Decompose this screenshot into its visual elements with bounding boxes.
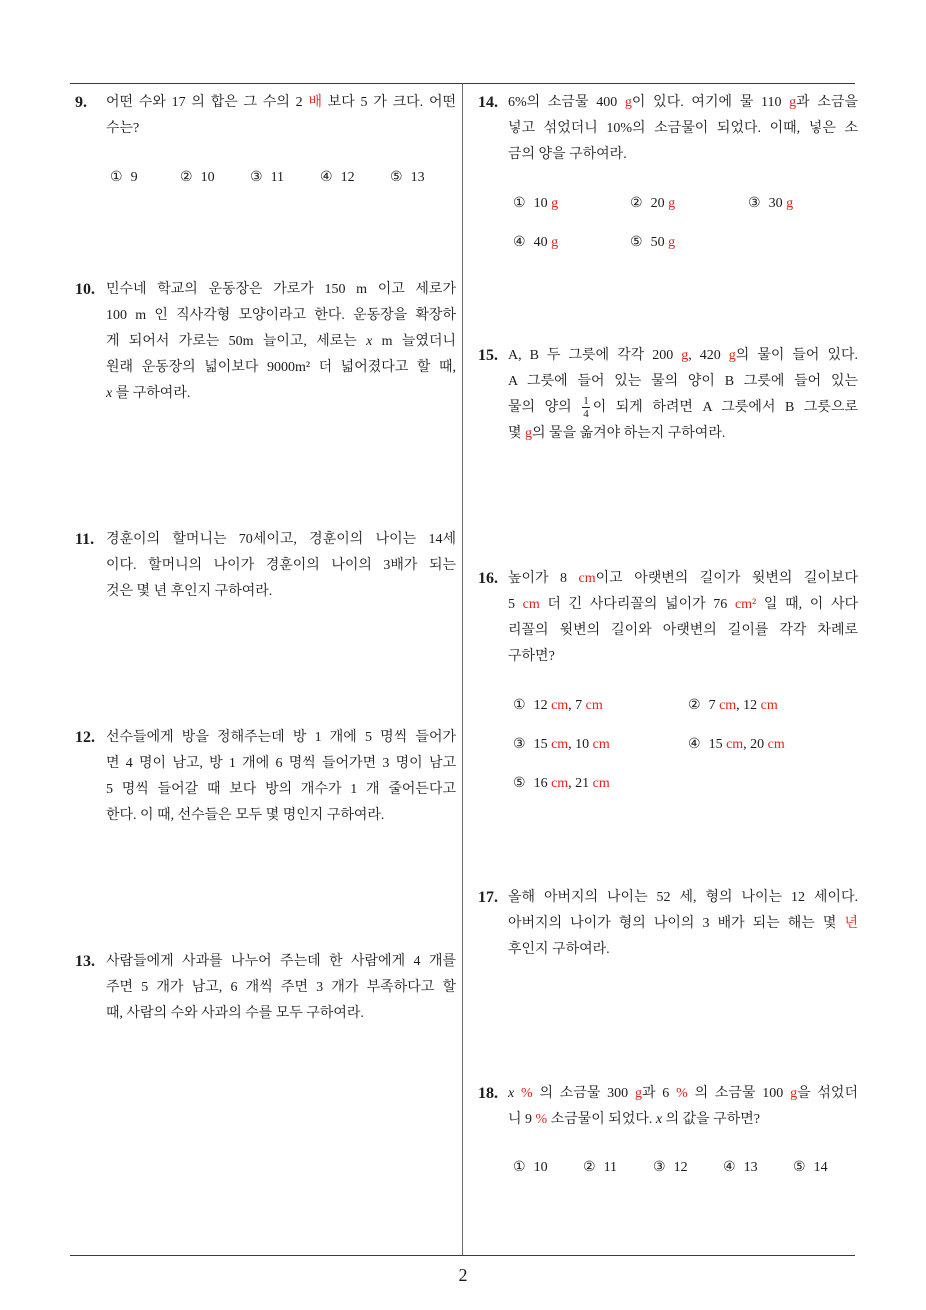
choice-marker: ④ — [320, 170, 333, 185]
text-segment: 100 m 인 직사각형 모양이라고 한다. 운동장을 확장하 — [106, 308, 456, 323]
fraction-denominator: 4 — [583, 408, 589, 421]
text-line — [106, 527, 456, 553]
text-segment: 높이가 8 — [508, 571, 579, 586]
text-segment: 어떤 수와 17 의 합은 그 수의 2 — [106, 95, 309, 110]
unit-segment: g — [789, 95, 797, 110]
choice-value: , 20 — [743, 737, 768, 752]
problem-number: 17. — [478, 889, 498, 906]
text-segment: 의 값을 구하면? — [662, 1112, 760, 1127]
problem-number: 10. — [75, 281, 95, 298]
text-segment: 몇 — [508, 426, 526, 441]
unit-segment: % — [676, 1086, 688, 1101]
choice-value: 7 — [708, 698, 720, 713]
text-segment: 것은 몇 년 후인지 구하여라. — [106, 584, 273, 599]
text-segment: 니 9 — [508, 1112, 536, 1127]
text-line — [508, 369, 858, 395]
choice-option — [180, 165, 215, 191]
choice-unit: g — [551, 235, 559, 250]
problem-16 — [478, 566, 862, 664]
unit-segment: g — [681, 348, 689, 363]
text-segment: 수는? — [106, 121, 140, 136]
text-segment: 구하면? — [508, 649, 555, 664]
choice-option — [723, 1155, 758, 1181]
text-line — [106, 355, 456, 381]
problem-18 — [478, 1081, 862, 1127]
choice-unit: cm — [760, 698, 778, 713]
choice-unit: cm — [551, 776, 569, 791]
text-line — [508, 1107, 858, 1133]
text-segment: 올해 아버지의 나이는 52 세, 형의 나이는 12 세이다. — [508, 890, 858, 905]
choice-marker: ⑤ — [390, 170, 403, 185]
choice-marker: ④ — [513, 235, 526, 250]
choice-option — [653, 1155, 688, 1181]
choice-value: 13 — [410, 170, 425, 185]
choice-option — [513, 191, 558, 217]
choice-unit: cm — [551, 737, 569, 752]
choice-option — [688, 732, 785, 758]
text-segment: 리꼴의 윗변의 길이와 아랫변의 길이를 각각 차례로 — [508, 623, 858, 638]
text-segment: 원래 운동장의 넓이보다 9000m² 더 넓어졌다고 할 때, — [106, 360, 456, 375]
text-segment: 게 되어서 가로는 50m 늘이고, 세로는 — [106, 334, 367, 349]
choice-unit: cm — [551, 698, 569, 713]
text-segment: 한다. 이 때, 선수들은 모두 몇 명인지 구하여라. — [106, 808, 385, 823]
choice-value: 14 — [813, 1160, 828, 1175]
text-line — [106, 303, 456, 329]
text-line — [508, 885, 858, 911]
text-line — [508, 618, 858, 644]
text-segment: 의 소금물 100 — [687, 1086, 791, 1101]
text-segment: 을 섞었더 — [797, 1086, 858, 1101]
choice-marker: ③ — [513, 737, 526, 752]
problem-text — [106, 949, 456, 1027]
page-number: 2 — [458, 1265, 468, 1285]
choice-value: 20 — [650, 196, 669, 211]
problem-number: 15. — [478, 347, 498, 364]
highlight-segment: 배 — [308, 95, 322, 110]
choice-option — [320, 165, 355, 191]
text-line — [106, 116, 456, 142]
text-segment: 선수들에게 방을 정해주는데 방 1 개에 5 명씩 들어가 — [106, 730, 456, 745]
problem-number: 14. — [478, 94, 498, 111]
text-line — [106, 381, 456, 407]
problem-10 — [75, 277, 459, 401]
text-line — [106, 277, 456, 303]
text-line — [508, 911, 858, 937]
highlight-segment: 년 — [844, 916, 858, 931]
problem-number: 12. — [75, 729, 95, 746]
choice-marker: ② — [583, 1160, 596, 1175]
choice-marker: ③ — [653, 1160, 666, 1175]
choice-marker: ② — [180, 170, 193, 185]
text-line — [508, 116, 858, 142]
choice-option — [688, 693, 778, 719]
text-line — [508, 592, 858, 618]
choice-unit: cm — [592, 776, 610, 791]
choice-value: 30 — [768, 196, 787, 211]
text-segment: A, B 두 그릇에 각각 200 — [508, 348, 682, 363]
text-line — [508, 343, 858, 369]
problem-text — [508, 343, 858, 447]
choice-marker: ① — [513, 1160, 526, 1175]
unit-segment: g — [634, 1086, 642, 1101]
choice-value: 40 — [533, 235, 552, 250]
problem-9 — [75, 90, 459, 136]
choice-option — [250, 165, 284, 191]
text-line — [106, 329, 456, 355]
unit-segment: % — [535, 1112, 548, 1127]
problem-text — [106, 725, 456, 829]
text-line — [508, 90, 858, 116]
text-line — [508, 1081, 858, 1107]
choice-unit: cm — [726, 737, 744, 752]
text-segment: m 늘였더니 — [372, 334, 456, 349]
choice-option — [513, 771, 610, 797]
text-segment: 더 긴 사다리꼴의 넓이가 76 — [539, 597, 735, 612]
variable-x: x — [106, 386, 113, 401]
choice-value: 12 — [340, 170, 355, 185]
choice-value: 13 — [743, 1160, 758, 1175]
text-line — [106, 803, 456, 829]
text-line — [508, 142, 858, 168]
choice-option — [630, 191, 675, 217]
text-segment: 과 소금을 — [796, 95, 858, 110]
text-line — [106, 1001, 456, 1027]
choice-unit: g — [668, 235, 676, 250]
choice-option — [513, 230, 558, 256]
text-segment: 6%의 소금물 400 — [508, 95, 625, 110]
unit-segment: cm² — [734, 597, 757, 612]
fraction — [582, 395, 590, 420]
choice-marker: ④ — [688, 737, 701, 752]
choice-marker: ③ — [250, 170, 263, 185]
text-line — [106, 777, 456, 803]
unit-segment: cm — [522, 597, 540, 612]
choice-value: 16 — [533, 776, 552, 791]
problem-text — [508, 885, 858, 963]
choice-value: 50 — [650, 235, 669, 250]
text-line — [106, 949, 456, 975]
text-segment: 물의 양의 — [508, 400, 582, 415]
choice-value: 10 — [533, 1160, 548, 1175]
choice-value: 12 — [673, 1160, 688, 1175]
text-line — [508, 421, 858, 447]
text-segment: 아버지의 나이가 형의 나이의 3 배가 되는 해는 몇 — [508, 916, 845, 931]
choice-option — [583, 1155, 617, 1181]
text-line — [508, 644, 858, 670]
text-segment: 의 물이 들어 있다. — [735, 348, 859, 363]
choice-value: , 7 — [568, 698, 586, 713]
choice-marker: ⑤ — [630, 235, 643, 250]
choice-value: 11 — [603, 1160, 618, 1175]
choice-value: , 21 — [568, 776, 593, 791]
unit-segment: g — [624, 95, 632, 110]
text-segment: 의 소금물 300 — [532, 1086, 635, 1101]
text-segment: 때, 사람의 수와 사과의 수를 모두 구하여라. — [106, 1006, 364, 1021]
problem-15 — [478, 343, 862, 441]
choice-value: 11 — [270, 170, 285, 185]
problem-text — [106, 527, 456, 605]
text-segment: 이 있다. 여기에 물 110 — [631, 95, 790, 110]
problem-text — [508, 1081, 858, 1133]
variable-x: x — [655, 1112, 663, 1127]
choice-value: , 10 — [568, 737, 593, 752]
text-segment: 주면 5 개가 남고, 6 개씩 주면 3 개가 부족하다고 할 — [106, 980, 456, 995]
choice-value: 12 — [533, 698, 552, 713]
choice-option — [390, 165, 425, 191]
text-segment: 경훈이의 할머니는 70세이고, 경훈이의 나이는 14세 — [106, 532, 456, 547]
unit-segment: g — [790, 1086, 798, 1101]
text-segment: 면 4 명이 남고, 방 1 개에 6 명씩 들어가면 3 명이 남고 — [106, 756, 456, 771]
choice-value: 10 — [533, 196, 552, 211]
problem-text — [508, 90, 858, 168]
problem-12 — [75, 725, 459, 823]
text-line — [106, 975, 456, 1001]
variable-x: x — [366, 334, 373, 349]
choice-marker: ③ — [748, 196, 761, 211]
choice-unit: g — [668, 196, 676, 211]
problem-number: 13. — [75, 953, 95, 970]
text-line — [508, 937, 858, 963]
text-segment: 이 되게 하려면 A 그릇에서 B 그릇으로 — [592, 400, 858, 415]
choice-value: 15 — [533, 737, 552, 752]
text-segment: 소금물이 되었다. — [547, 1112, 656, 1127]
unit-segment: g — [525, 426, 533, 441]
problem-14 — [478, 90, 862, 162]
problem-number: 11. — [75, 531, 95, 548]
problem-17 — [478, 885, 862, 957]
choice-unit: g — [551, 196, 559, 211]
text-segment: 5 명씩 들어갈 때 보다 방의 개수가 1 개 줄어든다고 — [106, 782, 456, 797]
text-line — [106, 751, 456, 777]
choice-marker: ① — [513, 196, 526, 211]
choice-option — [748, 191, 793, 217]
text-segment: 를 구하여라. — [112, 386, 191, 401]
choice-marker: ① — [110, 170, 123, 185]
problem-text — [508, 566, 858, 670]
choice-marker: ⑤ — [793, 1160, 806, 1175]
text-segment: 과 6 — [641, 1086, 677, 1101]
column-divider — [462, 83, 463, 1255]
text-segment: 일 때, 이 사다 — [756, 597, 858, 612]
text-segment: 이고 아랫변의 길이가 윗변의 길이보다 — [595, 571, 858, 586]
choice-option — [110, 165, 138, 191]
choice-value: 10 — [200, 170, 215, 185]
choice-marker: ④ — [723, 1160, 736, 1175]
problem-13 — [75, 949, 459, 1021]
text-line — [106, 553, 456, 579]
problem-number: 9. — [75, 94, 87, 111]
text-segment: 민수네 학교의 운동장은 가로가 150 m 이고 세로가 — [106, 282, 456, 297]
text-segment: 이다. 할머니의 나이가 경훈이의 나이의 3배가 되는 — [106, 558, 456, 573]
problem-number: 18. — [478, 1085, 498, 1102]
choice-option — [513, 693, 603, 719]
choice-marker: ② — [630, 196, 643, 211]
text-segment: A 그릇에 들어 있는 물의 양이 B 그릇에 들어 있는 — [508, 374, 858, 389]
fraction-numerator: 1 — [583, 395, 589, 408]
choice-value: 15 — [708, 737, 727, 752]
text-line — [508, 566, 858, 592]
choice-unit: cm — [767, 737, 785, 752]
unit-segment: cm — [578, 571, 596, 586]
text-segment: 의 물을 옮겨야 하는지 구하여라. — [532, 426, 726, 441]
text-segment: , 420 — [688, 348, 729, 363]
text-line — [106, 725, 456, 751]
choice-unit: cm — [719, 698, 737, 713]
text-line — [508, 395, 858, 421]
choice-option — [630, 230, 675, 256]
text-segment: 사람들에게 사과를 나누어 주는데 한 사람에게 4 개를 — [106, 954, 456, 969]
text-segment: 보다 5 가 크다. 어떤 — [321, 95, 457, 110]
unit-segment: g — [728, 348, 736, 363]
choice-option — [513, 732, 610, 758]
choice-unit: g — [786, 196, 794, 211]
choice-value: , 12 — [736, 698, 761, 713]
variable-x: x — [508, 1086, 515, 1101]
choice-marker: ② — [688, 698, 701, 713]
choice-value: 9 — [130, 170, 138, 185]
choice-marker: ① — [513, 698, 526, 713]
text-segment: 넣고 섞었더니 10%의 소금물이 되었다. 이때, 넣은 소 — [508, 121, 858, 136]
text-line — [106, 90, 456, 116]
problem-text — [106, 90, 456, 142]
bottom-rule — [70, 1255, 855, 1256]
text-segment: 금의 양을 구하여라. — [508, 147, 627, 162]
choice-option — [513, 1155, 548, 1181]
problem-number: 16. — [478, 570, 498, 587]
choice-unit: cm — [585, 698, 603, 713]
problem-text — [106, 277, 456, 407]
text-line — [106, 579, 456, 605]
choice-unit: cm — [592, 737, 610, 752]
text-segment: 5 — [508, 597, 523, 612]
problem-11 — [75, 527, 459, 599]
choice-marker: ⑤ — [513, 776, 526, 791]
text-segment: 후인지 구하여라. — [508, 942, 610, 957]
choice-option — [793, 1155, 828, 1181]
unit-segment: % — [514, 1086, 533, 1101]
